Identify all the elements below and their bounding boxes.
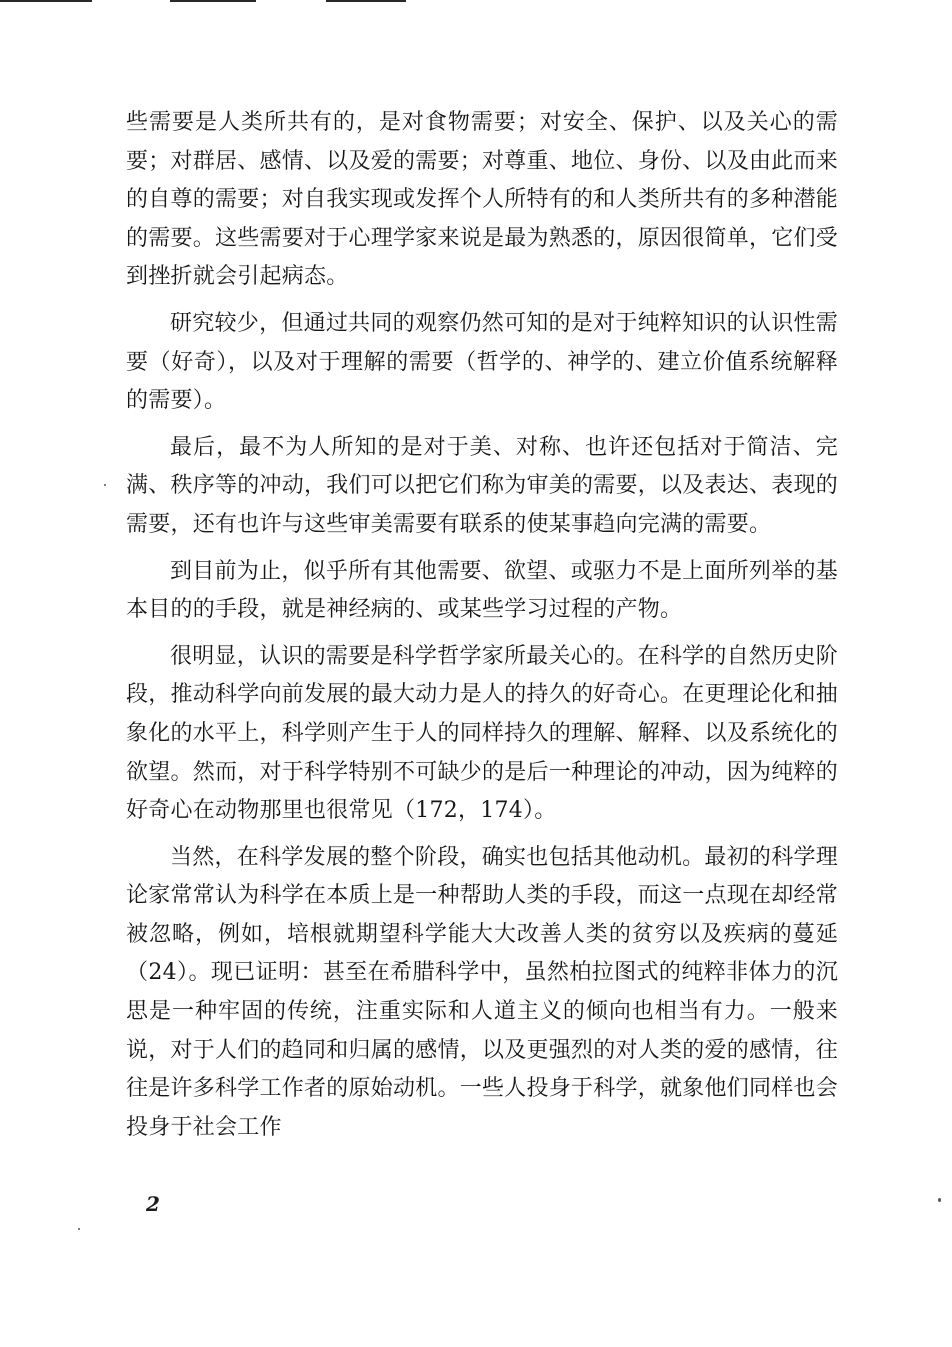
- top-edge-rule: [326, 0, 406, 2]
- paragraph-curiosity: 很明显，认识的需要是科学哲学家所最关心的。在科学的自然历史阶段，推动科学向前发展的最大动力是人的持久的好奇心。在更理论化和抽象化的水平上，科学则产生于人的同样持久的理解、解释、以及系统化的欲望。然而，对于科学特别不可缺少的是后一种理论的冲动，因为纯粹的好奇心在动物那里也很常见（172，174）。: [126, 643, 839, 824]
- page-number: 2: [146, 1192, 160, 1216]
- scan-speck: [78, 1228, 80, 1230]
- scan-speck: [938, 1198, 941, 1202]
- top-edge-rule: [0, 0, 92, 2]
- top-edge-rule: [170, 0, 256, 2]
- paragraph-continued: 些需要是人类所共有的，是对食物需要；对安全、保护、以及关心的需要；对群居、感情、以及爱的需要；对尊重、地位、身份、以及由此而来的自尊的需要；对自我实现或发挥个人所特有的和人类所共有的多种潜能的需要。这些需要对于心理学家来说是最为熟悉的，原因很简单，它们受到挫折就会引起病态。: [126, 110, 839, 290]
- paragraph-other-needs: 到目前为止，似乎所有其他需要、欲望、或驱力不是上面所列举的基本目的的手段，就是神经病的、或某些学习过程的产物。: [126, 558, 838, 623]
- paragraph-aesthetic-needs: 最后，最不为人所知的是对于美、对称、也许还包括对于简洁、完满、秩序等的冲动，我们可以把它们称为审美的需要，以及表达、表现的需要，还有也许与这些审美需要有联系的使某事趋向完满的需要。: [126, 434, 839, 537]
- scan-speck: [104, 484, 106, 486]
- body-text: [126, 104, 838, 1155]
- paragraph-other-motives: 当然，在科学发展的整个阶段，确实也包括其他动机。最初的科学理论家常常认为科学在本质上是一种帮助人类的手段，而这一点现在却经常被忽略，例如，培根就期望科学能大大改善人类的贫穷以及疾病的蔓延（24）。现已证明：甚至在希腊科学中，虽然柏拉图式的纯粹非体力的沉思是一种牢固的传统，注重实际和人道主义的倾向也相当有力。一般来说，对于人们的趋同和归属的感情，以及更强烈的对人类的爱的感情，往往是许多科学工作者的原始动机。一些人投身于科学，就象他们同样也会投身于社会工作: [126, 844, 839, 1140]
- paragraph-cognitive-needs: 研究较少，但通过共同的观察仍然可知的是对于纯粹知识的认识性需要（好奇），以及对于理解的需要（哲学的、神学的、建立价值系统解释的需要）。: [126, 310, 838, 414]
